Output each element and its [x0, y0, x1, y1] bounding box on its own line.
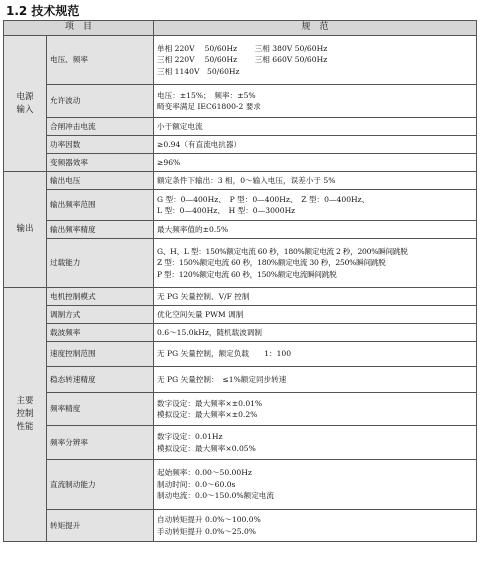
spec-value: 无 PG 矢量控制，额定负载 1：100 [154, 342, 477, 367]
table-row [4, 393, 477, 426]
table-row [4, 460, 477, 510]
spec-value: 优化空间矢量 PWM 调制 [154, 306, 477, 324]
table-row [4, 367, 477, 393]
header-spec: 规 范 [154, 21, 477, 36]
item-label: 转矩提升 [47, 510, 154, 542]
item-label: 输出频率范围 [47, 190, 154, 221]
item-label: 输出电压 [47, 172, 154, 190]
header-item: 项 目 [4, 21, 154, 36]
item-label: 输出频率精度 [47, 221, 154, 239]
group-output: 输出 [4, 172, 47, 288]
spec-value: 无 PG 矢量控制： ≤1%额定同步转速 [154, 367, 477, 393]
item-label: 功率因数 [47, 136, 154, 154]
item-label: 稳态转速精度 [47, 367, 154, 393]
table-row [4, 221, 477, 239]
table-row [4, 36, 477, 85]
spec-value: 最大频率值的±0.5% [154, 221, 477, 239]
table-row [4, 190, 477, 221]
section-title: 1.2 技术规范 [6, 4, 80, 18]
spec-value: 电压：±15%； 频率：±5% 畸变率满足 IEC61800-2 要求 [154, 85, 477, 118]
spec-value: 无 PG 矢量控制、V/F 控制 [154, 288, 477, 306]
spec-value: 单相 220V 50/60Hz 三相 380V 50/60Hz 三相 220V 50/60Hz 三相 660V 50/60Hz 三相 1140V 50/60Hz [154, 36, 477, 85]
spec-value: 数字设定：0.01Hz 模拟设定：最大频率×0.05% [154, 426, 477, 460]
item-label: 过载能力 [47, 239, 154, 288]
spec-value: 额定条件下输出：3 相，0～输入电压，误差小于 5% [154, 172, 477, 190]
table-row [4, 172, 477, 190]
group-main-control: 主要 控制 性能 [4, 288, 47, 542]
item-label: 允许波动 [47, 85, 154, 118]
item-label: 频率分辨率 [47, 426, 154, 460]
table-row [4, 342, 477, 367]
spec-table [3, 20, 477, 542]
item-label: 频率精度 [47, 393, 154, 426]
item-label: 调制方式 [47, 306, 154, 324]
table-row [4, 426, 477, 460]
item-label: 电机控制模式 [47, 288, 154, 306]
item-label: 电压、频率 [47, 36, 154, 85]
item-label: 速度控制范围 [47, 342, 154, 367]
spec-value: 自动转矩提升 0.0%～100.0% 手动转矩提升 0.0%～25.0% [154, 510, 477, 542]
table-row [4, 118, 477, 136]
spec-value: ≥96% [154, 154, 477, 172]
spec-value: G、H、L 型：150%额定电流 60 秒，180%额定电流 2 秒，200%瞬间跳脱 Z 型：150%额定电流 60 秒，180%额定电流 30 秒，250%瞬间跳脱 P 型：120%额定电流 60 秒，150%额定电流瞬间跳脱 [154, 239, 477, 288]
table-header-row [4, 21, 477, 36]
spec-value: G 型：0—400Hz、 P 型：0—400Hz、 Z 型：0—400Hz、 L 型：0—400Hz、 H 型：0—3000Hz [154, 190, 477, 221]
table-row [4, 136, 477, 154]
spec-value: 0.6～15.0kHz，随机载波调制 [154, 324, 477, 342]
table-row [4, 324, 477, 342]
spec-value: 数字设定：最大频率×±0.01% 模拟设定：最大频率×±0.2% [154, 393, 477, 426]
spec-value: ≥0.94（有直流电抗器） [154, 136, 477, 154]
table-row [4, 306, 477, 324]
table-row [4, 239, 477, 288]
item-label: 合闸冲击电流 [47, 118, 154, 136]
item-label: 载波频率 [47, 324, 154, 342]
table-row [4, 510, 477, 542]
table-row [4, 154, 477, 172]
item-label: 变频器效率 [47, 154, 154, 172]
spec-value: 小于额定电流 [154, 118, 477, 136]
group-power-input: 电源 输入 [4, 36, 47, 172]
item-label: 直流制动能力 [47, 460, 154, 510]
table-row [4, 85, 477, 118]
spec-value: 起始频率：0.00～50.00Hz 制动时间：0.0～60.0s 制动电流：0.0～150.0%额定电流 [154, 460, 477, 510]
table-row [4, 288, 477, 306]
